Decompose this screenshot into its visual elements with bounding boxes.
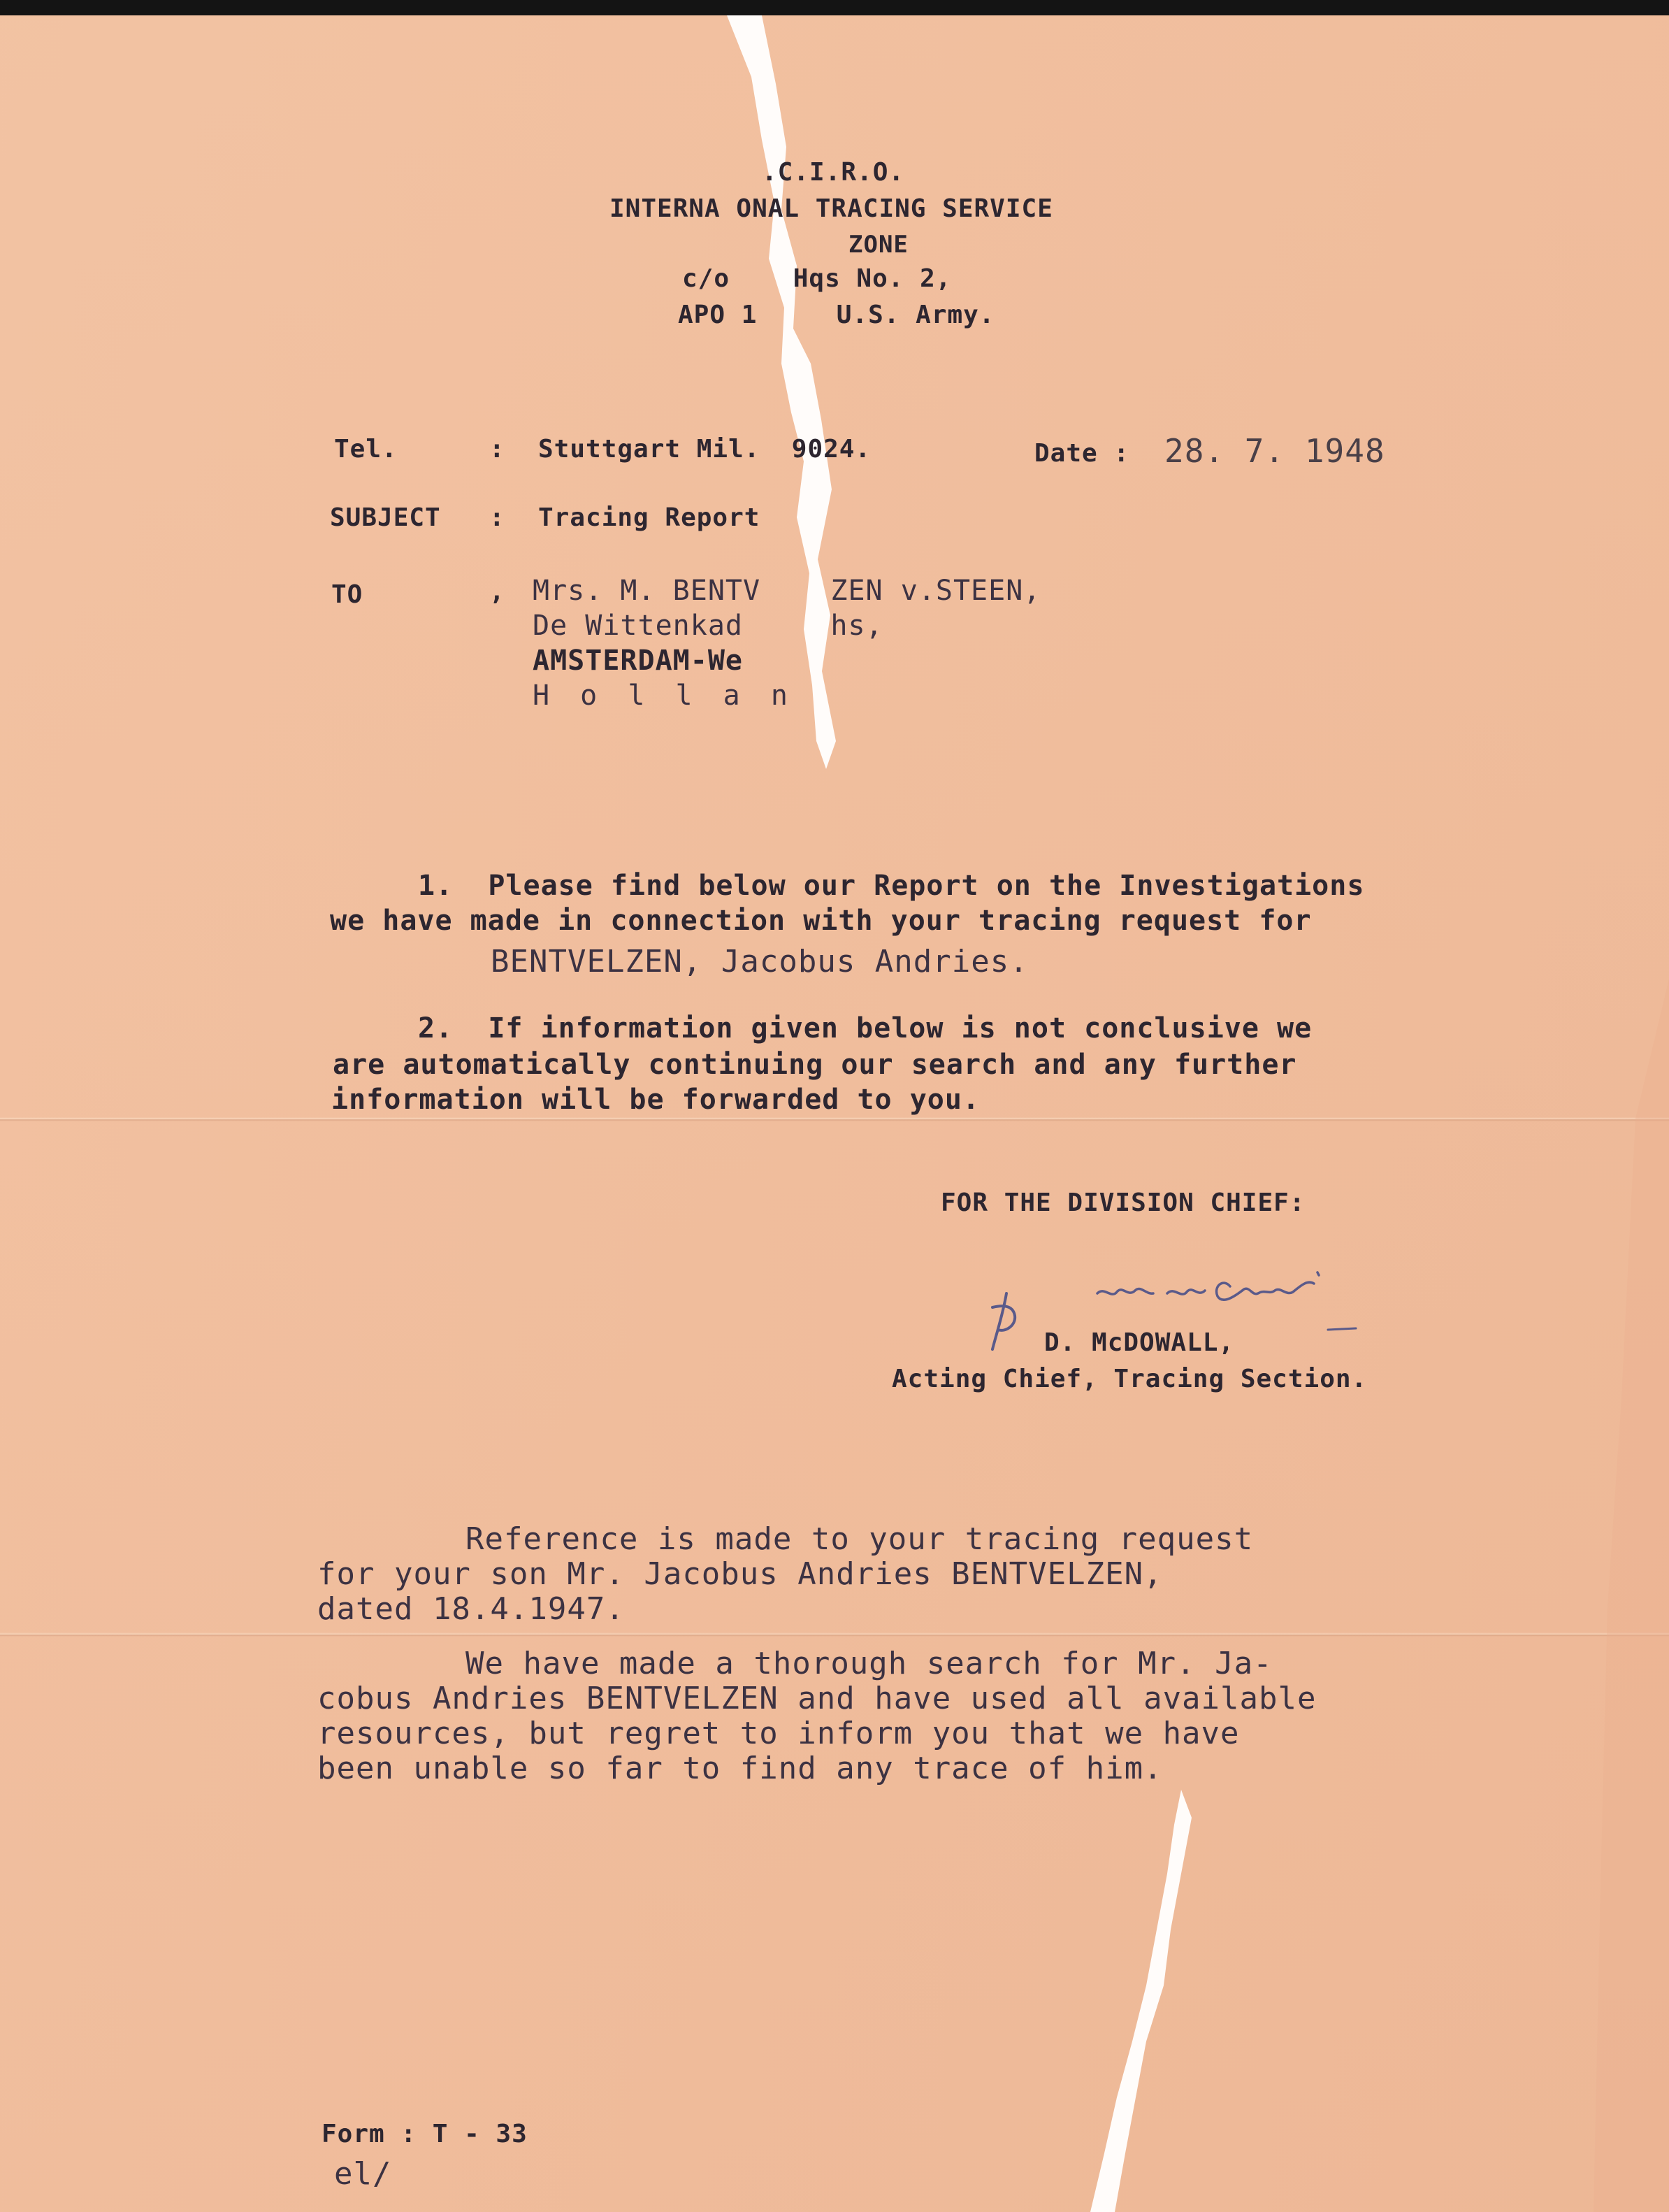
paragraph-1-line-2: we have made in connection with your tracing request for: [330, 905, 1312, 937]
report-2-line-2: cobus Andries BENTVELZEN and have used all available: [317, 1681, 1317, 1716]
paragraph-2-line-3: information will be forwarded to you.: [331, 1084, 981, 1116]
apo-line: APO 1 U.S. Army.: [678, 301, 995, 329]
tel-value: Stuttgart Mil. 9024.: [538, 435, 872, 464]
report-1-line-1: Reference is made to your tracing request: [465, 1521, 1254, 1557]
signatory-name: D. McDOWALL,: [1044, 1328, 1235, 1357]
signatory-title: Acting Chief, Tracing Section.: [892, 1365, 1368, 1393]
form-number: Form : T - 33: [321, 2120, 528, 2148]
tel-separator: :: [489, 435, 505, 464]
address-line-1: Mrs. M. BENTV ZEN v.STEEN,: [533, 575, 1041, 607]
address-line-4: H o l l a n: [533, 680, 795, 712]
report-2-line-3: resources, but regret to inform you that we have: [317, 1716, 1240, 1751]
service-name: INTERNA ONAL TRACING SERVICE: [609, 194, 1053, 223]
to-separator: ,: [489, 577, 505, 606]
tel-label: Tel.: [334, 435, 398, 464]
subject-separator: :: [489, 503, 505, 532]
org-name: .C.I.R.O.: [762, 158, 905, 187]
report-1-line-2: for your son Mr. Jacobus Andries BENTVELZEN,: [317, 1556, 1163, 1592]
zone-label: ZONE: [848, 231, 909, 259]
to-label: TO: [331, 580, 363, 609]
typist-reference: el/: [334, 2156, 392, 2192]
paragraph-1-name: BENTVELZEN, Jacobus Andries.: [491, 944, 1029, 979]
address-line-3: AMSTERDAM-We: [533, 645, 743, 677]
report-1-line-3: dated 18.4.1947.: [317, 1591, 625, 1627]
report-2-line-1: We have made a thorough search for Mr. Ja-: [465, 1646, 1273, 1681]
paragraph-2-line-1: 2. If information given below is not conclusive we: [418, 1012, 1313, 1044]
address-line: c/o Hqs No. 2,: [682, 264, 952, 293]
for-division-chief: FOR THE DIVISION CHIEF:: [941, 1188, 1306, 1217]
paragraph-1-line-1: 1. Please find below our Report on the Investigations: [418, 870, 1365, 902]
subject-label: SUBJECT: [330, 503, 441, 532]
address-line-2: De Wittenkad hs,: [533, 610, 883, 642]
date-value: 28. 7. 1948: [1164, 432, 1385, 470]
report-2-line-4: been unable so far to find any trace of him.: [317, 1751, 1163, 1786]
date-label: Date :: [1034, 439, 1130, 468]
subject-value: Tracing Report: [538, 503, 760, 532]
paragraph-2-line-2: are automatically continuing our search and any further: [333, 1049, 1297, 1081]
